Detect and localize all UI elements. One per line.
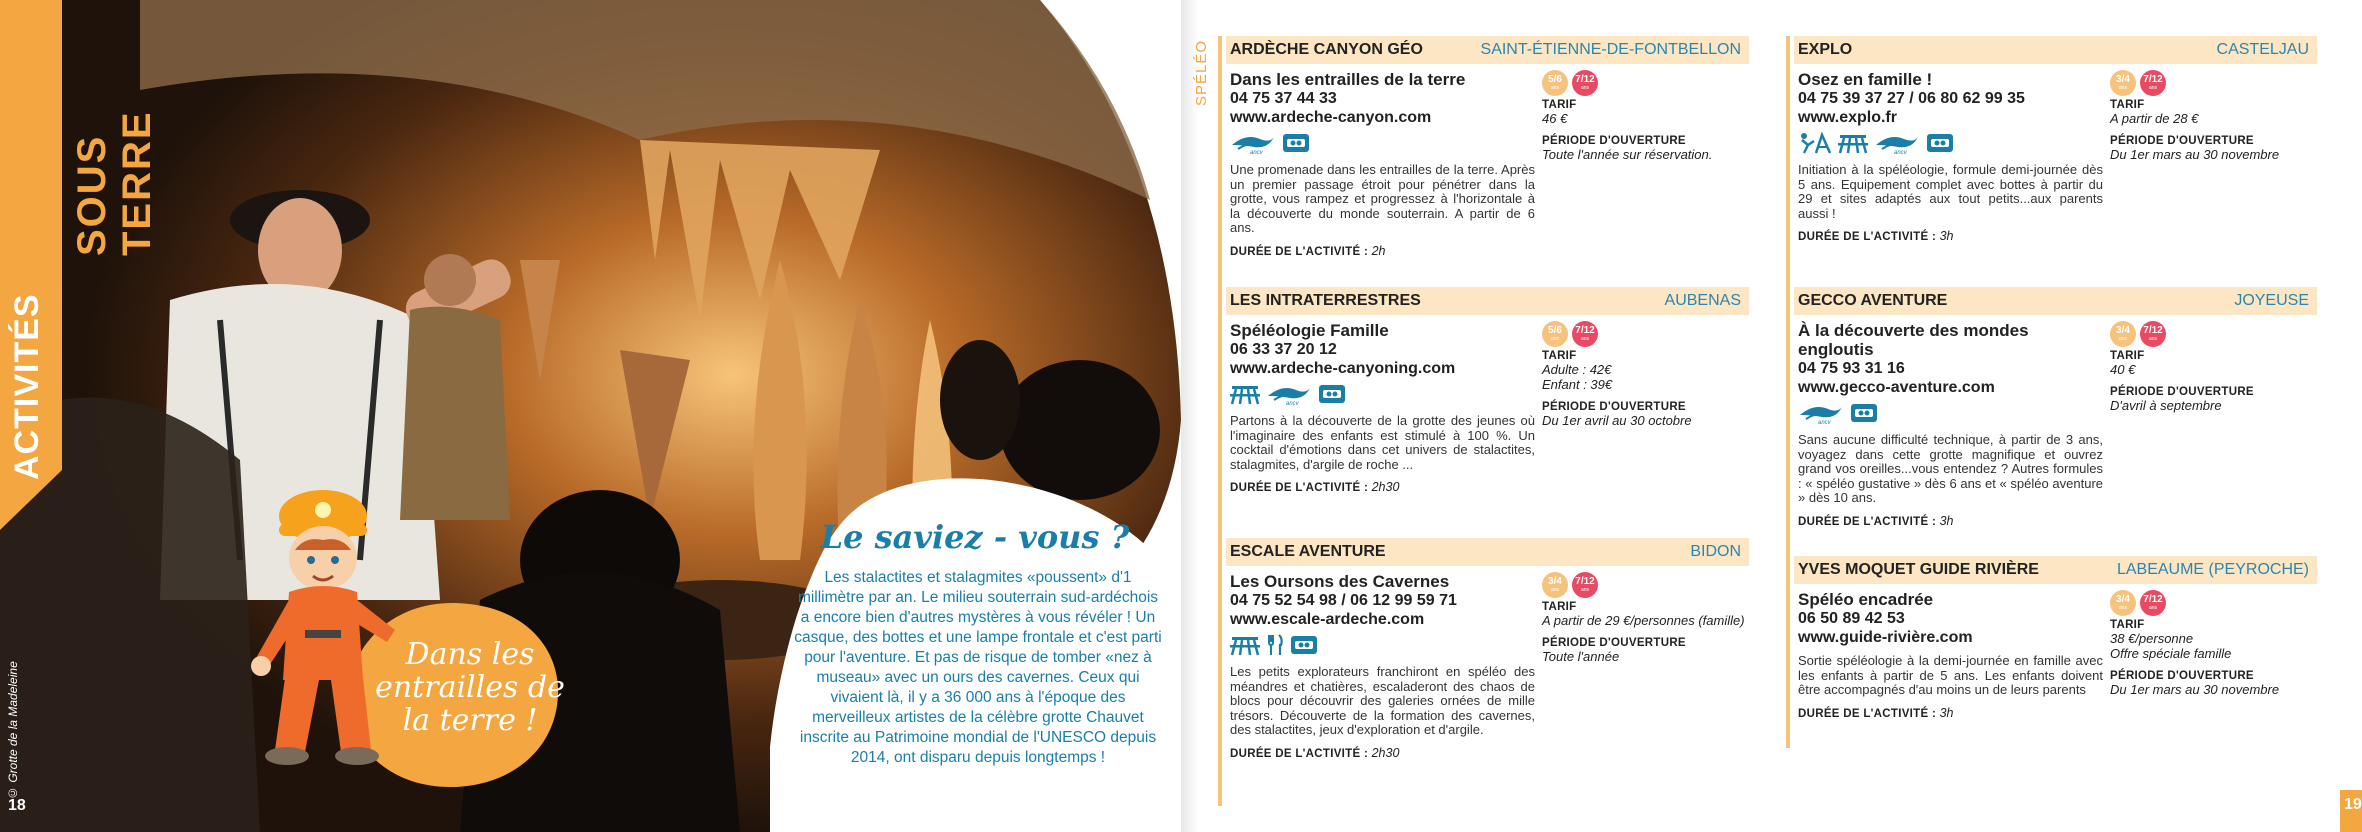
provider-town: BIDON	[1690, 543, 1741, 560]
provider-town: LABEAUME (PEYROCHE)	[2116, 561, 2309, 578]
opening-period-value: Du 1er mars au 30 novembre	[2110, 147, 2280, 162]
service-icons	[1230, 635, 1535, 659]
activity-duration	[1230, 244, 1535, 258]
phone-number[interactable]: 04 75 37 44 33	[1230, 90, 1337, 107]
opening-period-label: PÉRIODE D'OUVERTURE	[2110, 135, 2254, 147]
activity-duration	[1798, 514, 2103, 528]
duration-label: DURÉE DE L'ACTIVITÉ :	[1230, 747, 1369, 760]
opening-period-value: Toute l'année	[1542, 649, 1620, 664]
activity-duration	[1230, 746, 1535, 760]
entry-pricing	[2110, 321, 2315, 413]
duration-label: DURÉE DE L'ACTIVITÉ :	[1798, 707, 1937, 720]
activity-description: Partons à la découverte de la grotte des jeunes où l'imaginaire des enfants est stimulé à 100 %. Un cocktail d'émotions dans cet univers de stalactites, stalagmites, d'argile de roche ...	[1230, 413, 1535, 472]
entry-header	[1794, 36, 2317, 64]
age-badge-young: 3/4 ans	[2110, 321, 2136, 347]
age-badges	[1542, 321, 1747, 347]
page-gutter	[1181, 0, 1199, 832]
activity-duration	[1798, 706, 2103, 720]
website-link[interactable]: www.gecco-aventure.com	[1798, 379, 1995, 396]
provider-town: AUBENAS	[1664, 292, 1741, 309]
age-badge-older: 7/12 ans	[2140, 70, 2166, 96]
activity-title: Dans les entrailles de la terre	[1230, 70, 1466, 89]
listing-entry	[1226, 36, 1749, 258]
entry-details	[1798, 321, 2103, 528]
entry-pricing	[1542, 70, 1747, 162]
ancv-icon	[1798, 401, 1844, 430]
duration-value: 3h	[1939, 513, 1954, 528]
ancv-icon	[1266, 382, 1312, 411]
duration-value: 3h	[1939, 705, 1954, 720]
picnic-table-icon	[1838, 131, 1868, 160]
duration-value: 2h30	[1371, 480, 1400, 494]
opening-period-label: PÉRIODE D'OUVERTURE	[1542, 401, 1686, 413]
entry-details	[1798, 590, 2103, 720]
activity-description: Sortie spéléologie à la demi-journée en famille avec les enfants à partir de 5 ans. Les enfants doivent être accompagnés d'au moins un de leurs parents	[1798, 653, 2103, 697]
bubble-text: Dans les entrailles de la terre !	[375, 637, 565, 738]
website-link[interactable]: www.guide-rivière.com	[1798, 629, 1973, 646]
svg-text:ancv: ancv	[1286, 400, 1299, 406]
tarif-value: 46 €	[1542, 111, 1568, 126]
activity-description: Les petits explorateurs franchiront en spéléo des méandres et chatières, escaladeront des chaos de blocs pour découvrir des galeries ornées de mille trésors. Découverte de la formation des cavernes, des stalactites, jeux d'exploration et d'argile.	[1230, 664, 1535, 737]
service-icons	[1798, 133, 2103, 157]
age-badge-young: 3/4 ans	[2110, 590, 2136, 616]
tarif-value: Adulte : 42€ Enfant : 39€	[1542, 362, 1613, 392]
service-icons	[1230, 133, 1535, 157]
section-label: ACTIVITÉS	[8, 293, 46, 480]
tarif-value: 38 €/personne Offre spéciale famille	[2110, 631, 2232, 661]
entry-header	[1226, 538, 1749, 566]
activity-description: Sans aucune difficulté technique, à partir de 3 ans, voyagez dans cette grotte magnifique et ouvrez grand vos oreilles...vous entendez ? Autres formules : « spéléo gustative » dès 6 ans et « spéléo aventure » dès 10 ans.	[1798, 432, 2103, 505]
activity-title: À la découverte des mondes engloutis	[1798, 321, 2029, 359]
opening-period-value: Toute l'année sur réservation.	[1542, 147, 1713, 162]
entry-pricing	[1542, 572, 1747, 664]
age-badges	[1542, 70, 1747, 96]
tarif-label: TARIF	[1542, 350, 1577, 362]
provider-name: YVES MOQUET GUIDE RIVIÈRE	[1798, 561, 2039, 578]
provider-town: SAINT-ÉTIENNE-DE-FONTBELLON	[1480, 41, 1741, 58]
entry-details	[1230, 572, 1535, 760]
entry-header	[1226, 287, 1749, 315]
phone-number[interactable]: 04 75 52 54 98 / 06 12 99 59 71	[1230, 592, 1457, 609]
provider-town: JOYEUSE	[2234, 292, 2309, 309]
activity-title: Spéléo encadrée	[1798, 590, 1934, 609]
ancv-icon	[1230, 131, 1276, 160]
cheque-card-icon	[1926, 132, 1954, 159]
provider-name: EXPLO	[1798, 41, 1853, 58]
listing-entry	[1794, 36, 2317, 243]
tarif-label: TARIF	[2110, 99, 2145, 111]
phone-number[interactable]: 04 75 39 37 27 / 06 80 62 99 35	[1798, 90, 2025, 107]
website-link[interactable]: www.explo.fr	[1798, 109, 1897, 126]
tarif-value: 40 €	[2110, 362, 2136, 377]
provider-name: ESCALE AVENTURE	[1230, 543, 1386, 560]
activity-duration	[1230, 480, 1535, 494]
opening-period-value: Du 1er mars au 30 novembre	[2110, 682, 2280, 697]
service-icons	[1798, 403, 2103, 427]
entry-header	[1226, 36, 1749, 64]
tarif-label: TARIF	[1542, 601, 1577, 613]
tarif-label: TARIF	[2110, 619, 2145, 631]
svg-text:ancv: ancv	[1250, 149, 1263, 155]
entry-details	[1230, 70, 1535, 258]
tarif-value: A partir de 28 €	[2110, 111, 2199, 126]
activity-title: Osez en famille !	[1798, 70, 1933, 89]
opening-period-label: PÉRIODE D'OUVERTURE	[2110, 670, 2254, 682]
svg-text:ancv: ancv	[1818, 419, 1831, 425]
entry-header	[1794, 287, 2317, 315]
age-badge-older: 7/12 ans	[1572, 70, 1598, 96]
age-badge-young: 5/6 ans	[1542, 321, 1568, 347]
entry-pricing	[2110, 590, 2315, 697]
column-bar-left	[1218, 36, 1222, 806]
duration-label: DURÉE DE L'ACTIVITÉ :	[1230, 482, 1369, 494]
cheque-card-icon	[1282, 132, 1310, 159]
website-link[interactable]: www.ardeche-canyon.com	[1230, 109, 1432, 126]
playground-icon	[1798, 131, 1832, 160]
service-icons	[1230, 384, 1535, 408]
opening-period-label: PÉRIODE D'OUVERTURE	[1542, 637, 1686, 649]
page-number-right: 19	[2340, 790, 2362, 832]
activity-title: Les Oursons des Cavernes	[1230, 572, 1450, 591]
tarif-label: TARIF	[2110, 350, 2145, 362]
entry-pricing	[1542, 321, 1747, 428]
age-badge-older: 7/12 ans	[1572, 321, 1598, 347]
age-badge-older: 7/12 ans	[2140, 590, 2166, 616]
website-link[interactable]: www.escale-ardeche.com	[1230, 611, 1425, 628]
age-badge-older: 7/12 ans	[2140, 321, 2166, 347]
age-badge-older: 7/12 ans	[1572, 572, 1598, 598]
tarif-value: A partir de 29 €/personnes (famille)	[1542, 613, 1745, 628]
age-badge-young: 5/6 ans	[1542, 70, 1568, 96]
listing-entry	[1226, 287, 1749, 494]
cheque-card-icon	[1318, 383, 1346, 410]
photo-credit: © Grotte de la Madeleine	[6, 661, 20, 800]
duration-label: DURÉE DE L'ACTIVITÉ :	[1798, 231, 1937, 243]
cheque-card-icon	[1850, 402, 1878, 429]
listing-entry	[1794, 556, 2317, 720]
duration-value: 2h	[1371, 243, 1386, 258]
opening-period-value: Du 1er avril au 30 octobre	[1542, 413, 1692, 428]
provider-name: ARDÈCHE CANYON GÉO	[1230, 41, 1423, 58]
explorer-character	[245, 480, 405, 780]
activity-duration	[1798, 229, 2103, 243]
listing-entry	[1226, 538, 1749, 760]
speleo-label: SPÉLÉO	[1193, 39, 1210, 106]
opening-period-value: D'avril à septembre	[2110, 398, 2222, 413]
age-badge-young: 3/4 ans	[1542, 572, 1568, 598]
tarif-label: TARIF	[1542, 99, 1577, 111]
provider-name: LES INTRATERRESTRES	[1230, 292, 1421, 309]
age-badges	[2110, 70, 2315, 96]
website-link[interactable]: www.ardeche-canyoning.com	[1230, 360, 1456, 377]
entry-details	[1230, 321, 1535, 494]
entry-pricing	[2110, 70, 2315, 162]
phone-number[interactable]: 06 50 89 42 53	[1798, 610, 1905, 627]
cheque-card-icon	[1290, 634, 1318, 661]
opening-period-label: PÉRIODE D'OUVERTURE	[2110, 386, 2254, 398]
phone-number[interactable]: 06 33 37 20 12	[1230, 341, 1337, 358]
provider-name: GECCO AVENTURE	[1798, 292, 1948, 309]
section-title: SOUS TERRE	[70, 110, 159, 256]
duration-value: 2h30	[1371, 745, 1400, 760]
duration-label: DURÉE DE L'ACTIVITÉ :	[1230, 245, 1369, 258]
info-box-title: Le saviez - vous ?	[820, 518, 1130, 556]
listing-entry	[1794, 287, 2317, 528]
opening-period-label: PÉRIODE D'OUVERTURE	[1542, 135, 1686, 147]
duration-value: 3h	[1939, 229, 1954, 243]
ancv-icon	[1874, 131, 1920, 160]
page-number-left: 18	[8, 797, 26, 814]
entry-header	[1794, 556, 2317, 584]
age-badges	[2110, 321, 2315, 347]
age-badges	[2110, 590, 2315, 616]
provider-town: CASTELJAU	[2216, 41, 2309, 58]
column-bar-right	[1786, 36, 1790, 748]
activity-description: Initiation à la spéléologie, formule demi-journée dès 5 ans. Equipement complet avec bottes à partir du 29 et sites adaptés aux tout petits...aux parents aussi !	[1798, 162, 2103, 221]
activity-description: Une promenade dans les entrailles de la terre. Après un premier passage étroit pour pénétrer dans la grotte, vous rampez et progressez à l'horizontale à la découverte du monde souterrain. A partir de 6 ans.	[1230, 162, 1535, 235]
phone-number[interactable]: 04 75 93 31 16	[1798, 360, 1905, 377]
age-badge-young: 3/4 ans	[2110, 70, 2136, 96]
picnic-table-icon	[1230, 382, 1260, 411]
info-box-text: Les stalactites et stalagmites «poussent» d'1 millimètre par an. Le milieu souterrain sud-ardéchois a encore bien d'autres mystères à vous révéler ! Un casque, des bottes et une lampe frontale et c'est parti pour l'aventure. Et pas de risque de tomber «nez à museau» avec un ours des cavernes. Ceux qui vivaient là, il y a 36 000 ans à l'époque des merveilleux artistes de la célèbre grotte Chauvet inscrite au Patrimoine mondial de l'UNESCO depuis 2014, ont disparu depuis longtemps !	[794, 569, 1162, 766]
age-badges	[1542, 572, 1747, 598]
picnic-table-icon	[1230, 633, 1260, 662]
activity-title: Spéléologie Famille	[1230, 321, 1389, 340]
duration-label: DURÉE DE L'ACTIVITÉ :	[1798, 515, 1937, 528]
entry-details	[1798, 70, 2103, 243]
restaurant-icon	[1266, 633, 1284, 662]
svg-text:ancv: ancv	[1894, 149, 1907, 155]
